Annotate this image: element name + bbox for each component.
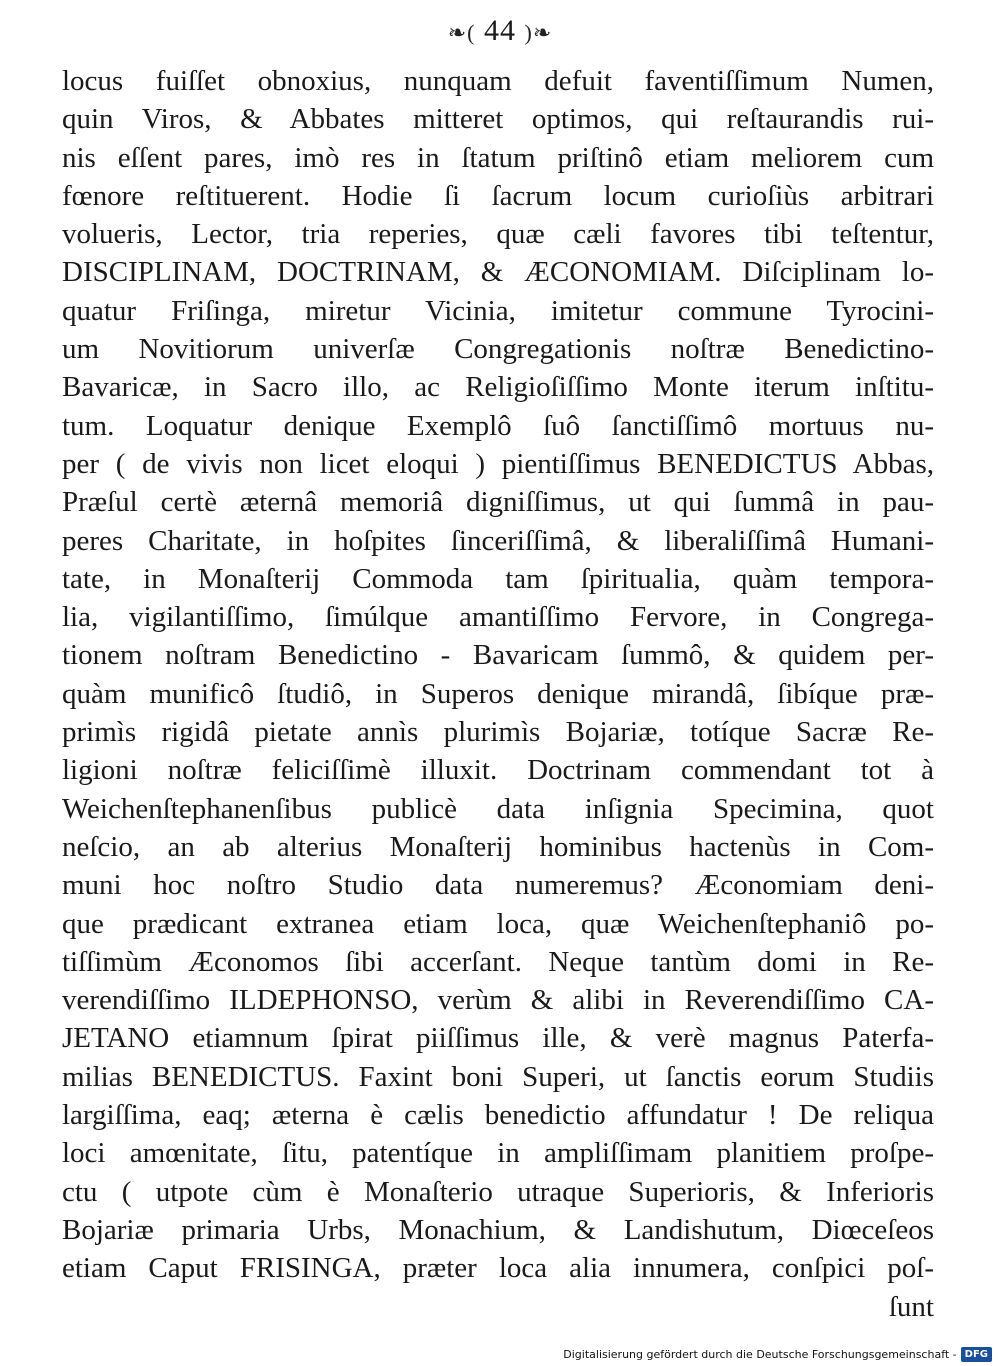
page-number: 44 [484,14,516,47]
text-line: loci amœnitate, ſitu, patentíque in ampliſſimam planitiem proſpe- [62,1137,934,1170]
text-line: Bavaricæ, in Sacro illo, ac Religioſiſſimo Monte iterum inſtitu- [62,371,934,404]
text-line: um Novitiorum univerſæ Congregationis noſtræ Benedictino- [62,333,934,366]
ornament-left-icon: ❧( [447,20,476,46]
text-line: muni hoc noſtro Studio data numeremus? Æconomiam deni- [62,869,934,902]
text-line: lia, vigilantiſſimo, ſimúlque amantiſſimo Fervore, in Congrega- [62,601,934,634]
text-line: fœnore reſtituerent. Hodie ſi ſacrum locum curioſiùs arbitrari [62,179,934,212]
text-line: Præſul certè æternâ memoriâ digniſſimus, ut qui ſummâ in pau- [62,486,934,519]
text-line: verendiſſimo ILDEPHONSO, verùm & alibi in Reverendiſſimo CA- [62,984,934,1017]
text-line: ſunt [888,1290,934,1323]
text-line: tiſſimùm Æconomos ſibi accerſant. Neque tantùm domi in Re- [62,945,934,978]
text-line: nis eſſent pares, imò res in ſtatum priſtinô etiam meliorem cum [62,141,934,174]
text-line: per ( de vivis non licet eloqui ) pientiſſimus BENEDICTUS Abbas, [62,447,934,480]
text-line: quatur Friſinga, miretur Vicinia, imitetur commune Tyrocini- [62,294,934,327]
text-line: locus fuiſſet obnoxius, nunquam defuit faventiſſimum Numen, [62,65,934,97]
text-line: Bojariæ primaria Urbs, Monachium, & Landishutum, Diœceſeos [62,1213,934,1246]
text-line: tum. Loquatur denique Exemplô ſuô ſanctiſſimô mortuus nu- [62,409,934,442]
digitization-footer [0,1342,1000,1366]
text-line: primìs rigidâ pietate annìs plurimìs Bojariæ, totíque Sacræ Re- [62,716,934,749]
body-text [62,62,934,1326]
text-line: neſcio, an ab alterius Monaſterij hominibus hactenùs in Com- [62,830,934,863]
text-line: DISCIPLINAM, DOCTRINAM, & ÆCONOMIAM. Diſciplinam lo- [62,256,934,289]
text-line: ctu ( utpote cùm è Monaſterio utraque Superioris, & Inferioris [62,1175,934,1208]
text-line: que prædicant extranea etiam loca, quæ Weichenſtephaniô po- [62,907,934,940]
text-line: quin Viros, & Abbates mitteret optimos, qui reſtaurandis rui- [62,103,934,136]
page-header [0,14,1000,48]
text-line: JETANO etiamnum ſpirat piiſſimus ille, & verè magnus Paterfa- [62,1022,934,1055]
text-line: volueris, Lector, tria reperies, quæ cæli favores tibi teſtentur, [62,218,934,251]
text-line: etiam Caput FRISINGA, præter loca alia innumera, conſpici poſ- [62,1252,934,1285]
text-line: tionem noſtram Benedictino - Bavaricam ſummô, & quidem per- [62,639,934,672]
text-line: largiſſima, eaq; æterna è cælis benedictio affundatur ! De reliqua [62,1099,934,1132]
footer-credit: Digitalisierung gefördert durch die Deutsche Forschungsgemeinschaft - [563,1347,957,1361]
text-line: peres Charitate, in hoſpites ſinceriſſimâ, & liberaliſſimâ Humani- [62,524,934,557]
text-line: Weichenſtephanenſibus publicè data inſignia Specimina, quot [62,792,934,825]
text-line: tate, in Monaſterij Commoda tam ſpiritualia, quàm tempora- [62,562,934,595]
text-line: milias BENEDICTUS. Faxint boni Superi, ut ſanctis eorum Studiis [62,1060,934,1093]
text-line: ligioni noſtræ feliciſſimè illuxit. Doctrinam commendant tot à [62,754,934,787]
ornament-right-icon: )❧ [524,20,553,46]
text-line: quàm munificô ſtudiô, in Superos denique mirandâ, ſibíque præ- [62,677,934,710]
dfg-logo-icon: DFG [961,1347,992,1362]
